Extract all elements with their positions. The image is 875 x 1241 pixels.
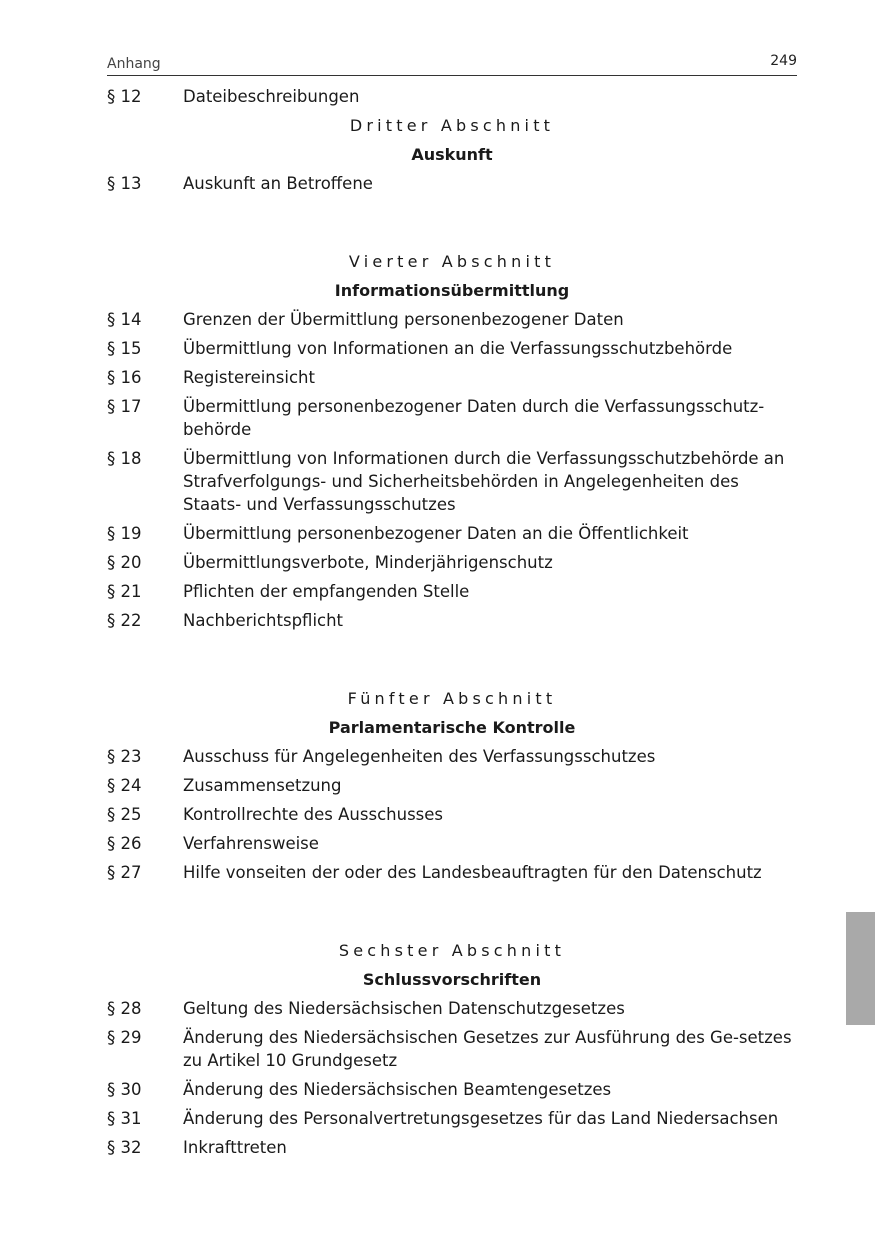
toc-entry-number: § 22 [107,611,142,630]
page-number: 249 [770,53,797,69]
toc-entry-title: Änderung des Niedersächsischen Beamtengesetzes [183,1080,612,1099]
section-spacer [107,201,797,250]
toc-entry-title: Änderung des Personalvertretungsgesetzes für das Land Niedersachsen [183,1109,779,1128]
section-title-informationsuebermittlung: Informationsübermittlung [334,281,570,300]
toc-entry-15 [107,337,797,360]
toc-entry-title: Übermittlung personenbezogener Daten an die Öffentlichkeit [183,524,689,543]
toc-entry-31 [107,1107,797,1130]
toc-entry-number: § 15 [107,339,142,358]
toc-entry-20 [107,551,797,574]
toc-entry-number: § 32 [107,1138,142,1157]
section-spacer [107,638,797,687]
toc-entry-18 [107,447,797,516]
toc-entry-title: Hilfe vonseiten der oder des Landesbeauftragten für den Datenschutz [183,863,762,882]
toc-entry-number: § 28 [107,999,142,1018]
section-title-auskunft: Auskunft [411,145,493,164]
header-section-label: Anhang [107,56,161,72]
toc-entry-title: Grenzen der Übermittlung personenbezogener Daten [183,310,624,329]
toc-entry-number: § 30 [107,1080,142,1099]
toc-entry-title: Zusammensetzung [183,776,342,795]
toc-entry-23 [107,745,797,768]
toc-entry-number: § 21 [107,582,142,601]
toc-entry-29 [107,1026,797,1072]
toc-entry-number: § 25 [107,805,142,824]
section-spacer [107,890,797,939]
toc-entry-title: Übermittlung von Informationen an die Verfassungsschutzbehörde [183,339,733,358]
toc-entry-number: § 27 [107,863,142,882]
toc-entry-25 [107,803,797,826]
toc-entry-22 [107,609,797,632]
toc-entry-title: Übermittlungsverbote, Minderjährigenschutz [183,553,553,572]
toc-entry-number: § 29 [107,1028,142,1047]
toc-entry-number: § 31 [107,1109,142,1128]
toc-entry-title: Übermittlung von Informationen durch die Verfassungsschutzbehörde an Strafverfolgungs- und Sicherheitsbehörden in Angelegenheiten des Staats- und Verfassungsschutzes [183,449,785,514]
toc-entry-number: § 24 [107,776,142,795]
toc-entry-number: § 26 [107,834,142,853]
toc-entry-title: Auskunft an Betroffene [183,174,373,193]
thumb-index-tab [846,912,875,1025]
toc-entry-number: § 16 [107,368,142,387]
section-title-schlussvorschriften: Schlussvorschriften [362,970,542,989]
toc-entry-title: Dateibeschreibungen [183,87,360,106]
toc-entry-27 [107,861,797,884]
section-heading-vierter: Vierter Abschnitt [348,252,556,271]
toc-entry-number: § 13 [107,174,142,193]
toc-entry-number: § 23 [107,747,142,766]
toc-entry-title: Übermittlung personenbezogener Daten durch die Verfassungsschutz-behörde [183,397,765,439]
toc-entry-title: Inkrafttreten [183,1138,287,1157]
toc-entry-title: Nachberichtspflicht [183,611,344,630]
toc-entry-21 [107,580,797,603]
toc-entry-12 [107,85,797,108]
toc-entry-number: § 17 [107,397,142,416]
toc-entry-title: Änderung des Niedersächsischen Gesetzes zur Ausführung des Ge-setzes zu Artikel 10 Grundgesetz [183,1028,792,1070]
toc-entry-title: Kontrollrechte des Ausschusses [183,805,444,824]
toc-entry-14 [107,308,797,331]
toc-entry-number: § 12 [107,87,142,106]
toc-entry-24 [107,774,797,797]
toc-entry-30 [107,1078,797,1101]
toc-entry-13 [107,172,797,195]
section-heading-dritter: Dritter Abschnitt [349,116,555,135]
section-title-parlamentarische-kontrolle: Parlamentarische Kontrolle [328,718,576,737]
toc-entry-number: § 14 [107,310,142,329]
toc-entry-title: Geltung des Niedersächsischen Datenschutzgesetzes [183,999,625,1018]
document-page [107,50,797,1165]
toc-entry-title: Pflichten der empfangenden Stelle [183,582,470,601]
toc-entry-title: Verfahrensweise [183,834,319,853]
table-of-contents [107,85,797,1159]
running-header [107,50,797,76]
toc-entry-16 [107,366,797,389]
toc-entry-title: Registereinsicht [183,368,315,387]
toc-entry-26 [107,832,797,855]
toc-entry-17 [107,395,797,441]
toc-entry-number: § 19 [107,524,142,543]
toc-entry-32 [107,1136,797,1159]
toc-entry-number: § 18 [107,449,142,468]
toc-entry-number: § 20 [107,553,142,572]
toc-entry-19 [107,522,797,545]
toc-entry-title: Ausschuss für Angelegenheiten des Verfassungsschutzes [183,747,656,766]
section-heading-sechster: Sechster Abschnitt [338,941,566,960]
section-heading-fuenfter: Fünfter Abschnitt [347,689,557,708]
toc-entry-28 [107,997,797,1020]
